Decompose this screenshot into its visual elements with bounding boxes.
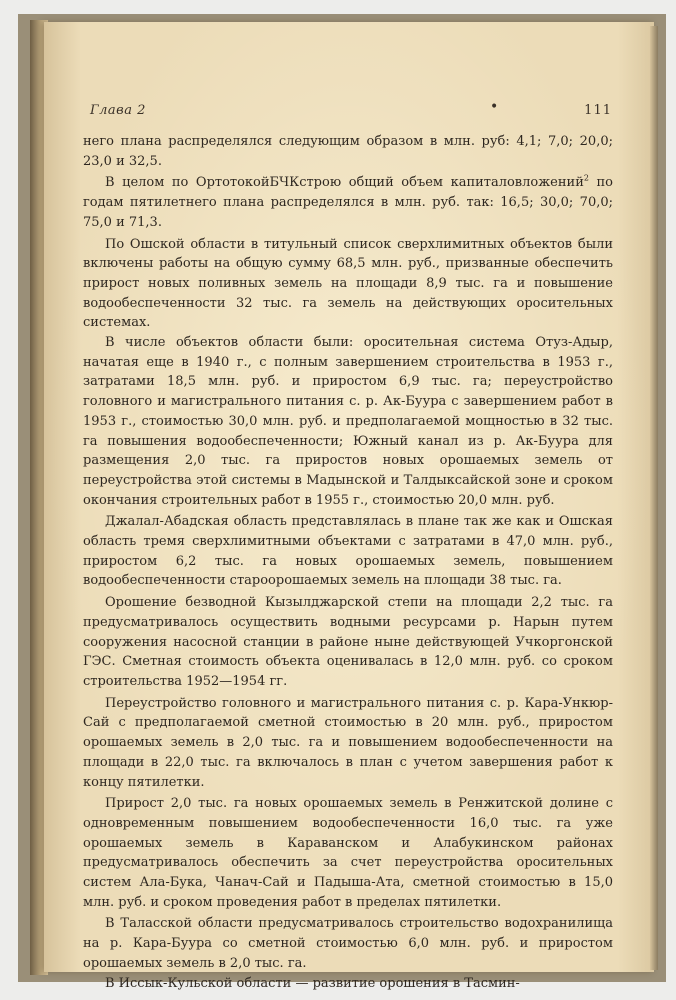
footnote-mark: 2 xyxy=(583,174,589,184)
page-right-edge xyxy=(650,26,658,970)
paragraph: В числе объектов области были: оросительная система Отуз-Адыр, начатая еще в 1940 г., с полным завершением строительства в 1953 г., затратами 18,5 млн. руб. и приростом 6,9 тыс. га; переустройство головного и магистрального питания с. р. Ак-Буура с завершением работ в 1953 г., стоимостью 30,0 млн. руб. и предполагаемой мощностью в 32 тыс. га повышения водообеспеченности; Южный канал из р. Ак-Буура для размещения 2,0 тыс. га приростов новых орошаемых земель от переустройства этой системы в Мадынской и Талдыксайской зоне и сроком окончания строительных работ в 1955 г., стоимостью 20,0 млн. руб. xyxy=(83,335,613,508)
paragraph: Переустройство головного и магистрального питания с. р. Кара-Ункюр-Сай с предполагаемой сметной стоимостью в 20 млн. руб., приростом орошаемых земель в 2,0 тыс. га и повышением водообеспеченности на площади в 22,0 тыс. га включалось в план с учетом завершения работ к концу пятилетки. xyxy=(83,695,613,790)
paragraph: В Таласской области предусматривалось строительство водохранилища на р. Кара-Буура со сметной стоимостью 6,0 млн. руб. и приростом орошаемых земель в 2,0 тыс. га. xyxy=(83,916,613,971)
chapter-title: Глава 2 xyxy=(90,103,146,118)
page-number: 111 xyxy=(584,103,612,118)
paragraph: Прирост 2,0 тыс. га новых орошаемых земель в Ренжитской долине с одновременным повышением водообеспеченности 16,0 тыс. га уже орошаемых земель в Караванском и Алабукинском районах предусматривалось обеспечить за счет переустройства оросительных систем Ала-Бука, Чанач-Сай и Падыша-Ата, сметной стоимостью в 15,0 млн. руб. и сроком проведения работ в пределах пятилетки. xyxy=(83,796,613,910)
header-mark: • xyxy=(490,99,499,115)
paragraph: Орошение безводной Кызылджарской степи на площади 2,2 тыс. га предусматривалось осуществить водными ресурсами р. Нарын путем сооружения насосной станции в районе ныне действующей Учкоргонской ГЭС. Сметная стоимость объекта оценивалась в 12,0 млн. руб. со сроком строительства 1952—1954 гг. xyxy=(83,595,613,689)
paragraph-text: по годам пятилетнего плана распределялся в млн. руб. так: 16,5; 30,0; 70,0; 75,0 и 71,3. xyxy=(83,175,613,230)
page-header xyxy=(90,99,612,121)
paragraph: В Иссык-Кульской области — развитие орошения в Тасмин- xyxy=(105,975,520,991)
paragraph-text: В целом по ОртотокойБЧКстрою общий объем капиталовложений xyxy=(105,175,584,191)
paragraph: Джалал-Абадская область представлялась в плане так же как и Ошская область тремя сверхлимитными объектами с затратами в 47,0 млн. руб., приростом 6,2 тыс. га новых орошаемых земель, повышением водообеспеченности староорошаемых земель на площади 38 тыс. га. xyxy=(83,514,613,589)
paragraph xyxy=(83,173,613,232)
body-text xyxy=(83,132,613,993)
paragraph: По Ошской области в титульный список сверхлимитных объектов были включены работы на общую сумму 68,5 млн. руб., призванные обеспечить прирост новых поливных земель на площади 8,9 тыс. га и повышение водообеспеченности 32 тыс. га земель на действующих оросительных системах. xyxy=(83,236,613,331)
paragraph: него плана распределялся следующим образом в млн. руб: 4,1; 7,0; 20,0; 23,0 и 32,5. xyxy=(83,134,613,169)
